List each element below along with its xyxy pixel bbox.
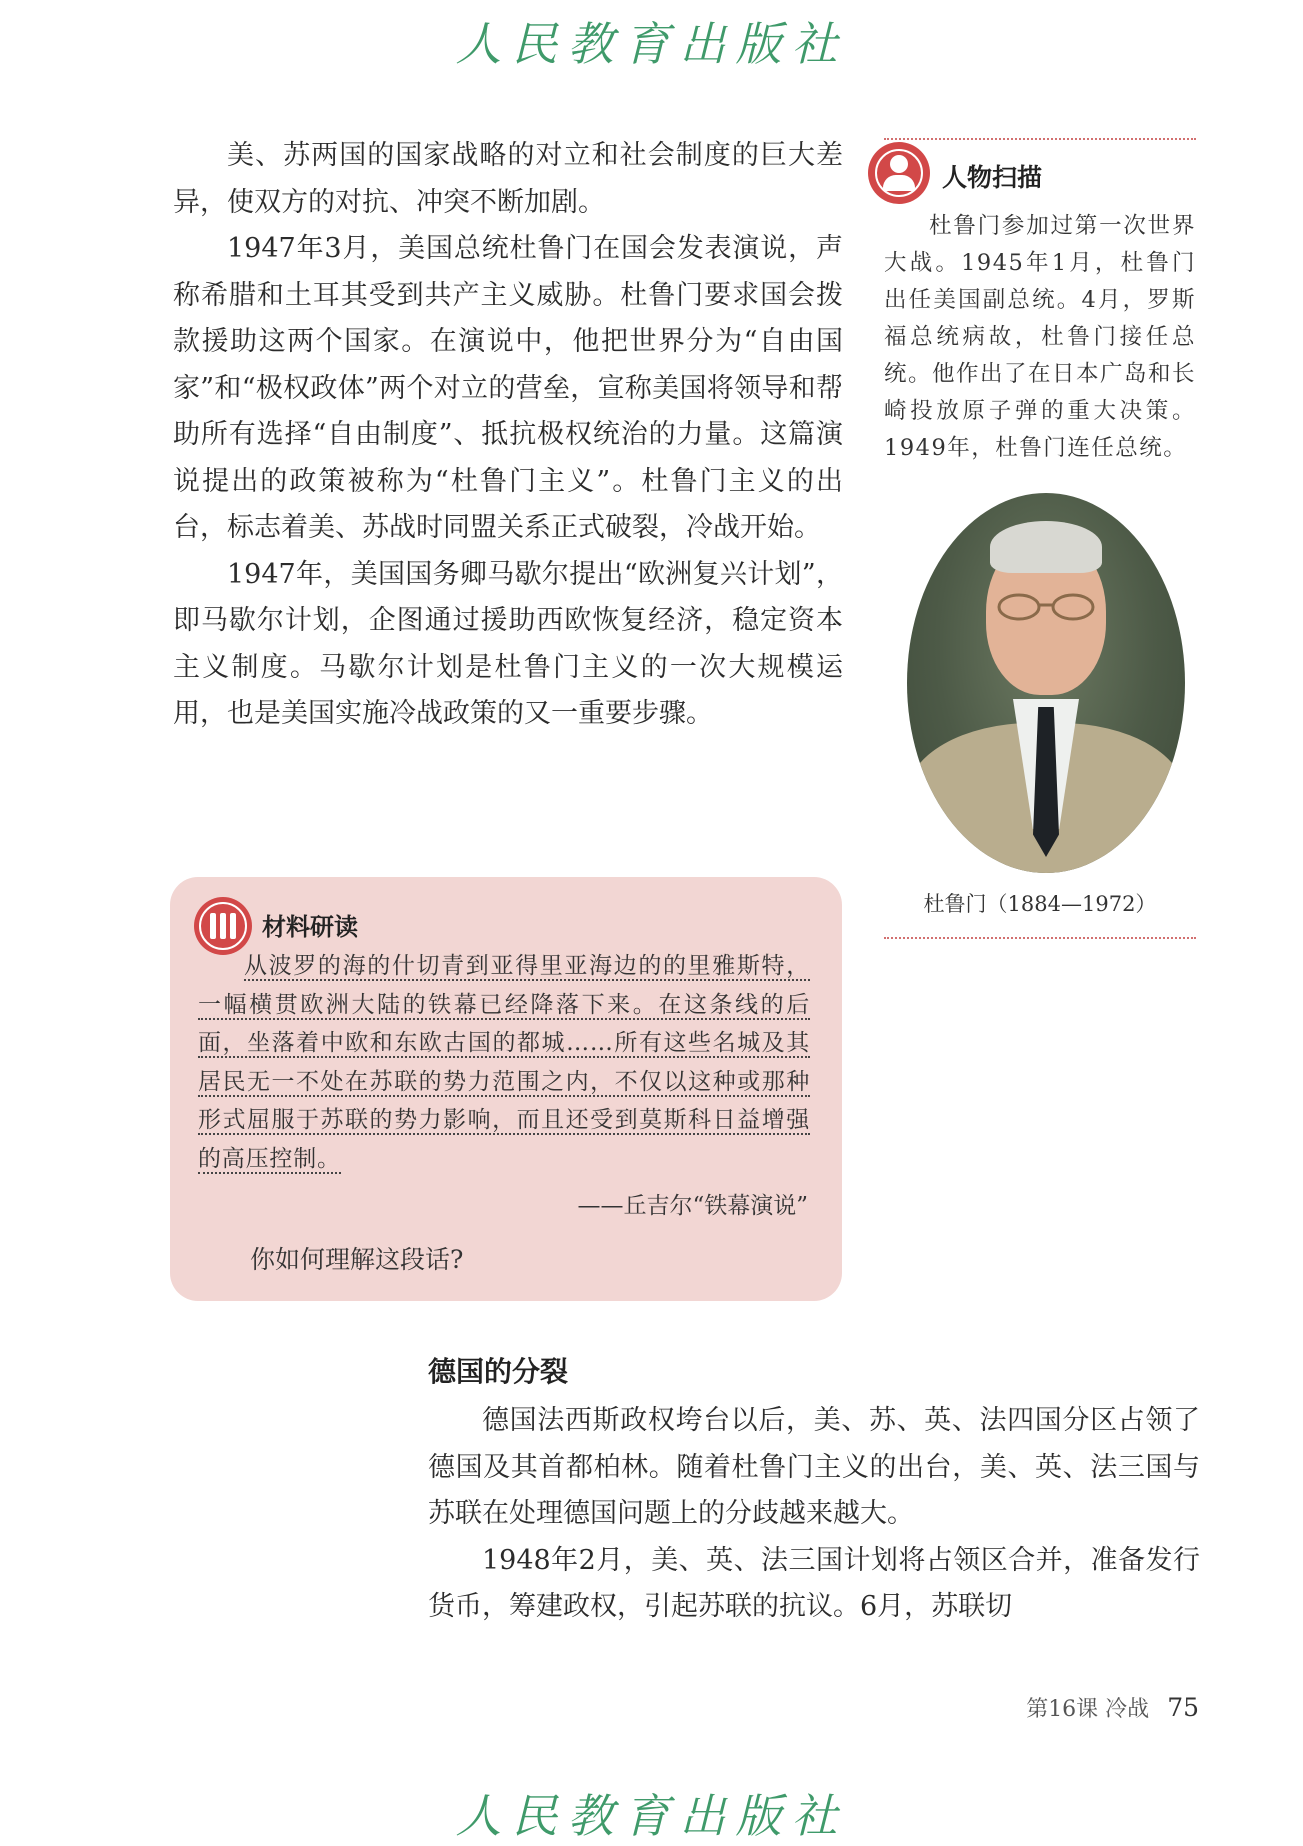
material-reading-box (170, 877, 842, 1301)
main-paragraph-2: 1947年3月，美国总统杜鲁门在国会发表演说，声称希腊和土耳其受到共产主义威胁。杜鲁门要求国会拨款援助这两个国家。在演说中，他把世界分为“自由国家”和“极权政体”两个对立的营垒，宣称美国将领导和帮助所有选择“自由制度”、抵抗极权统治的力量。这篇演说提出的政策被称为“杜鲁门主义”。杜鲁门主义的出台，标志着美、苏战时同盟关系正式破裂，冷战开始。 (173, 233, 843, 543)
sidebar-text: 杜鲁门参加过第一次世界大战。1945年1月，杜鲁门出任美国副总统。4月，罗斯福总统病故，杜鲁门接任总统。他作出了在日本广岛和长崎投放原子弹的重大决策。1949年，杜鲁门连任总统。 (884, 213, 1197, 461)
reading-title: 材料研读 (262, 913, 358, 941)
main-text-column (173, 133, 843, 738)
germany-division-section (428, 1352, 1200, 1631)
publisher-watermark-top: 人民教育出版社 (455, 17, 848, 71)
sidebar-header (884, 140, 1196, 212)
reading-source: ——丘吉尔“铁幕演说” (577, 1193, 808, 1219)
section-heading: 德国的分裂 (428, 1355, 569, 1388)
reading-quote (198, 947, 810, 1178)
reading-quote-text: 从波罗的海的什切青到亚得里亚海边的的里雅斯特，一幅横贯欧洲大陆的铁幕已经降落下来。在这条线的后面，坐落着中欧和东欧古国的都城……所有这些名城及其居民无一不处在苏联的势力范围之内，不仅以这种或那种形式屈服于苏联的势力影响，而且还受到莫斯科日益增强的高压控制。 (198, 953, 810, 1172)
main-paragraph-1: 美、苏两国的国家战略的对立和社会制度的巨大差异，使双方的对抗、冲突不断加剧。 (173, 140, 843, 218)
glasses-shape (993, 593, 1099, 621)
section-paragraph-2: 1948年2月，美、英、法三国计划将占领区合并，准备发行货币，筹建政权，引起苏联的抗议。6月，苏联切 (428, 1544, 1200, 1622)
page-footer (1026, 1692, 1199, 1723)
publisher-watermark-bottom: 人民教育出版社 (455, 1789, 848, 1843)
section-paragraph-1: 德国法西斯政权垮台以后，美、苏、英、法四国分区占领了德国及其首都柏林。随着杜鲁门主义的出台，美、英、法三国与苏联在处理德国问题上的分歧越来越大。 (428, 1405, 1200, 1529)
person-icon (868, 142, 930, 204)
reading-question: 你如何理解这段话? (250, 1245, 464, 1274)
portrait-caption: 杜鲁门（1884—1972） (923, 892, 1157, 916)
page-number: 75 (1167, 1693, 1199, 1722)
sidebar-title: 人物扫描 (942, 163, 1043, 192)
person-scan-sidebar (884, 138, 1196, 939)
sidebar-bottom-divider (884, 937, 1196, 939)
lesson-label: 第16课 冷战 (1026, 1697, 1150, 1722)
truman-portrait (907, 493, 1185, 873)
main-paragraph-3: 1947年，美国国务卿马歇尔提出“欧洲复兴计划”，即马歇尔计划，企图通过援助西欧恢复经济，稳定资本主义制度。马歇尔计划是杜鲁门主义的一次大规模运用，也是美国实施冷战政策的又一重要步骤。 (173, 558, 843, 729)
